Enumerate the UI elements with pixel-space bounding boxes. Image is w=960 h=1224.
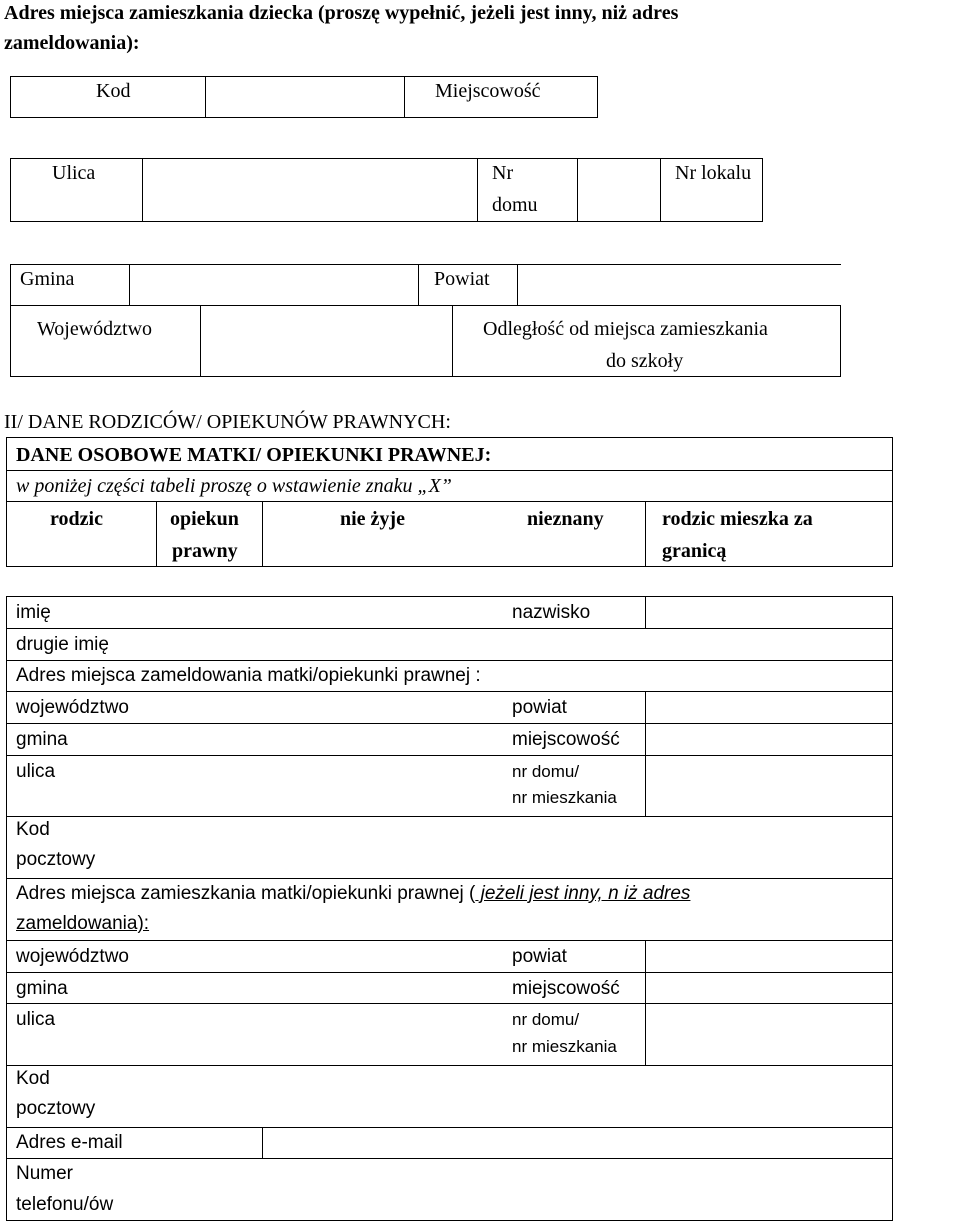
- telefon-input[interactable]: [160, 1160, 891, 1218]
- option-zagranica-1: rodzic mieszka za: [662, 508, 813, 530]
- email-input[interactable]: [264, 1129, 891, 1157]
- adres-zamieszkania-label: Adres miejsca zamieszkania matki/opiekunki prawnej ( jeżeli jest inny, n iż adres: [16, 883, 691, 904]
- drugie-imie-label: drugie imię: [16, 634, 109, 655]
- odleglosc-label-1: Odległość od miejsca zamieszkania: [483, 318, 768, 340]
- kod-input-cell[interactable]: [207, 78, 403, 116]
- option-nie-zyje: nie żyje: [340, 508, 405, 530]
- telefon-label-2: telefonu/ów: [16, 1194, 114, 1215]
- powiat-label-2: powiat: [512, 946, 567, 967]
- option-rodzic: rodzic: [50, 508, 103, 530]
- adres-zameldowania-label: Adres miejsca zameldowania matki/opiekunki prawnej :: [16, 665, 481, 686]
- adres-zamieszkania-note: jeżeli jest inny, n iż adres: [475, 883, 691, 904]
- kod-pocztowy-label-1b: pocztowy: [16, 849, 96, 870]
- mother-header: DANE OSOBOWE MATKI/ OPIEKUNKI PRAWNEJ:: [16, 444, 492, 466]
- nazwisko-input[interactable]: [647, 598, 891, 626]
- powiat-label: Powiat: [434, 268, 490, 290]
- ulica-label-1: ulica: [16, 761, 56, 782]
- miejscowosc-label-1: miejscowość: [512, 729, 620, 750]
- wojewodztwo-label: Województwo: [37, 318, 153, 340]
- nr-domu-label-1: Nr: [492, 162, 514, 184]
- instruction: w poniżej części tabeli proszę o wstawienie znaku „X”: [16, 475, 452, 497]
- option-nieznany: nieznany: [527, 508, 604, 530]
- kod-pocztowy-label-2a: Kod: [16, 1068, 50, 1089]
- gmina-label: Gmina: [20, 268, 75, 290]
- miejscowosc-label: Miejscowość: [435, 80, 541, 102]
- option-opiekun-1: opiekun: [170, 508, 239, 530]
- odleglosc-label-2: do szkoły: [606, 350, 684, 372]
- gmina-label-1: gmina: [16, 729, 68, 750]
- nr-domu-label-2: nr domu/: [512, 1010, 580, 1029]
- imie-label: imię: [16, 602, 51, 623]
- gmina-label-2: gmina: [16, 978, 68, 999]
- nr-domu-label-1: nr domu/: [512, 762, 580, 781]
- address-heading-line2: zameldowania):: [4, 32, 140, 54]
- address-heading-line1: Adres miejsca zamieszkania dziecka (proszę wypełnić, jeżeli jest inny, niż adres: [4, 2, 679, 24]
- nr-mieszkania-label-1: nr mieszkania: [512, 788, 617, 807]
- ulica-label-2: ulica: [16, 1009, 56, 1030]
- miejscowosc-label-2: miejscowość: [512, 978, 620, 999]
- section2-title: II/ DANE RODZICÓW/ OPIEKUNÓW PRAWNYCH:: [4, 411, 451, 433]
- wojewodztwo-label-2: województwo: [16, 946, 129, 967]
- nr-lokalu-label: Nr lokalu: [675, 162, 752, 184]
- kod-pocztowy-label-1a: Kod: [16, 819, 50, 840]
- checkbox-cell-opiekun[interactable]: [158, 503, 261, 565]
- powiat-label-1: powiat: [512, 697, 567, 718]
- imie-input[interactable]: [160, 598, 500, 626]
- wojewodztwo-label-1: województwo: [16, 697, 129, 718]
- ulica-input-cell[interactable]: [144, 160, 476, 220]
- ulica-label: Ulica: [52, 162, 96, 184]
- telefon-label-1: Numer: [16, 1163, 74, 1184]
- nr-domu-label-2: domu: [492, 194, 538, 216]
- nazwisko-label: nazwisko: [512, 602, 591, 623]
- option-zagranica-2: granicą: [662, 540, 727, 562]
- kod-pocztowy-label-2b: pocztowy: [16, 1098, 96, 1119]
- kod-label: Kod: [96, 80, 131, 102]
- nr-mieszkania-label-2: nr mieszkania: [512, 1037, 617, 1056]
- option-opiekun-2: prawny: [172, 540, 238, 562]
- drugie-imie-input[interactable]: [160, 630, 891, 658]
- email-label: Adres e-mail: [16, 1132, 123, 1153]
- adres-zamieszkania-label-2: zameldowania):: [16, 913, 150, 934]
